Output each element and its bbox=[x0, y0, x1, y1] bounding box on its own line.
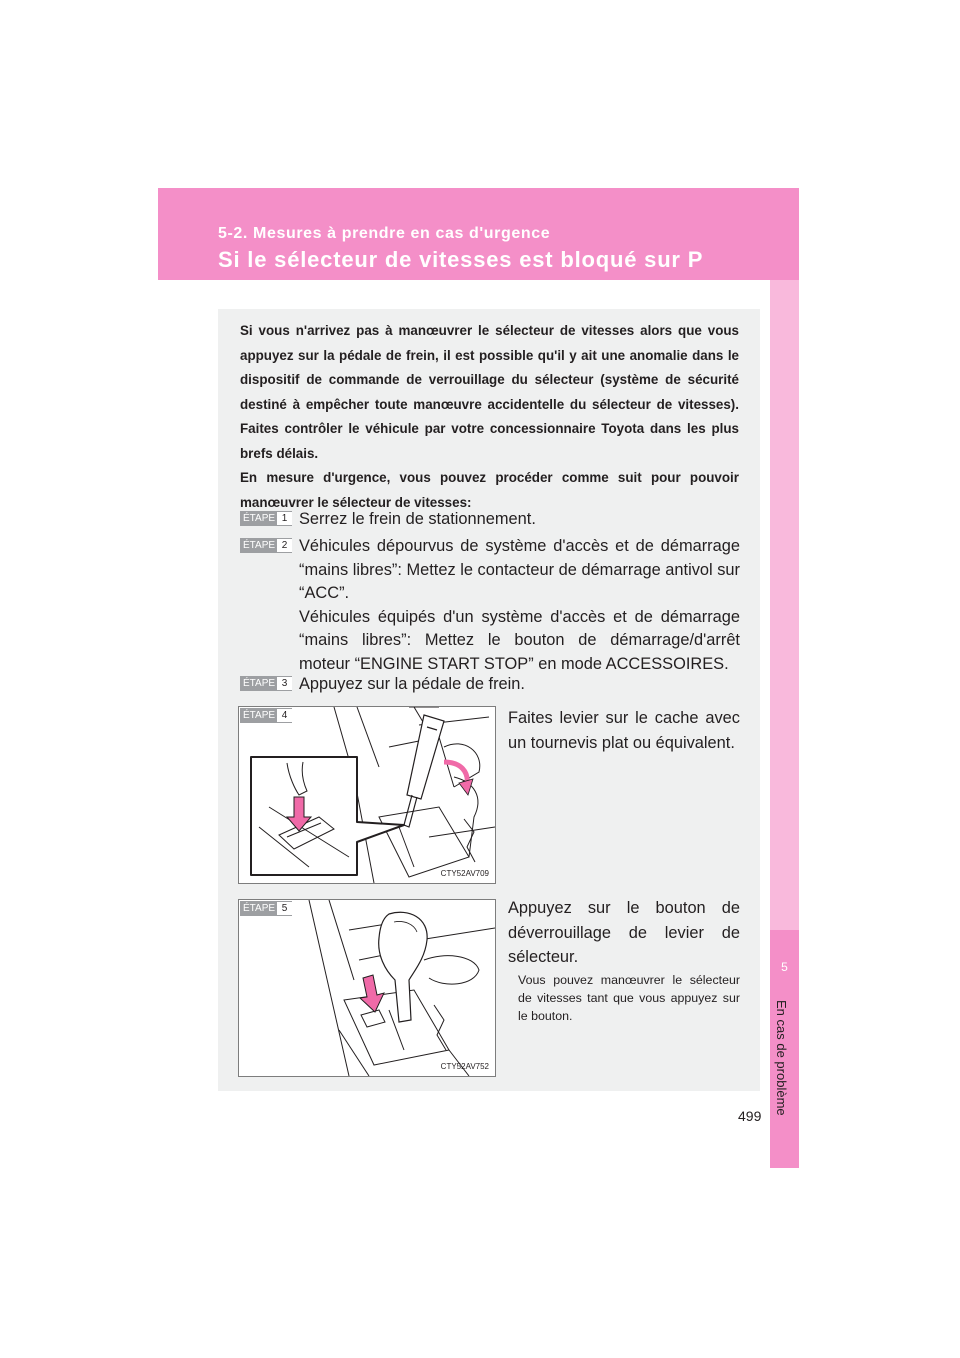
step-2-text-a: Véhicules dépourvus de système d'accès et de démarrage “mains libres”: Mettez le contacteur de démarrage antivol sur “ACC”. bbox=[299, 537, 740, 602]
intro-text bbox=[240, 319, 739, 515]
step-4-illustration bbox=[238, 706, 496, 884]
figure-code: CTY52AV709 bbox=[440, 869, 489, 878]
step-5-text: Appuyez sur le bouton de déverrouillage de levier de sélecteur. bbox=[508, 899, 740, 966]
page-header bbox=[158, 188, 799, 280]
step-1-text: Serrez le frein de stationnement. bbox=[299, 510, 536, 528]
step-1 bbox=[240, 508, 740, 532]
step-3 bbox=[240, 673, 740, 697]
page-number: 499 bbox=[738, 1108, 762, 1124]
content-panel bbox=[218, 309, 760, 1091]
step-badge: ÉTAPE 1 bbox=[240, 511, 292, 526]
step-2-text-b: Véhicules équipés d'un système d'accès et de démarrage “mains libres”: Mettez le bouton de démarrage/d'arrêt moteur “ENGINE START STOP” en mode ACCESSOIRES. bbox=[299, 607, 740, 673]
step-4-text: Faites levier sur le cache avec un tournevis plat ou équivalent. bbox=[508, 709, 740, 752]
step-badge: ÉTAPE 2 bbox=[240, 538, 292, 553]
intro-paragraph-1: Si vous n'arrivez pas à manœuvrer le sélecteur de vitesses alors que vous appuyez sur la pédale de frein, il est possible qu'il y ait une anomalie dans le dispositif de commande de verrouillage du sélecteur (système de sécurité destiné à empêcher toute manœuvre accidentelle du sélecteur de vitesses). Faites contrôler le véhicule par votre concessionnaire Toyota dans les plus brefs délais. bbox=[240, 323, 739, 461]
step-2 bbox=[240, 535, 740, 676]
page-title: Si le sélecteur de vitesses est bloqué sur P bbox=[218, 247, 704, 272]
figure-code: CTY52AV752 bbox=[440, 1062, 489, 1071]
step-5-note: Vous pouvez manœuvrer le sélecteur de vitesses tant que vous appuyez sur le bouton. bbox=[518, 973, 740, 1023]
step-badge: ÉTAPE 5 bbox=[240, 901, 292, 916]
chapter-side-tab bbox=[770, 280, 799, 1168]
release-button-illustration bbox=[239, 900, 495, 1076]
step-badge: ÉTAPE 3 bbox=[240, 676, 292, 691]
step-3-text: Appuyez sur la pédale de frein. bbox=[299, 675, 525, 693]
chapter-title: En cas de problème bbox=[774, 1000, 789, 1116]
step-badge: ÉTAPE 4 bbox=[240, 708, 292, 723]
step-5-illustration bbox=[238, 899, 496, 1077]
section-title: 5-2. Mesures à prendre en cas d'urgence bbox=[218, 225, 551, 242]
step-2-text bbox=[299, 535, 740, 676]
intro-paragraph-2: En mesure d'urgence, vous pouvez procéder comme suit pour pouvoir manœuvrer le sélecteur de vitesses: bbox=[240, 470, 739, 510]
chapter-number: 5 bbox=[781, 960, 788, 974]
screwdriver-lever-illustration bbox=[239, 707, 495, 883]
